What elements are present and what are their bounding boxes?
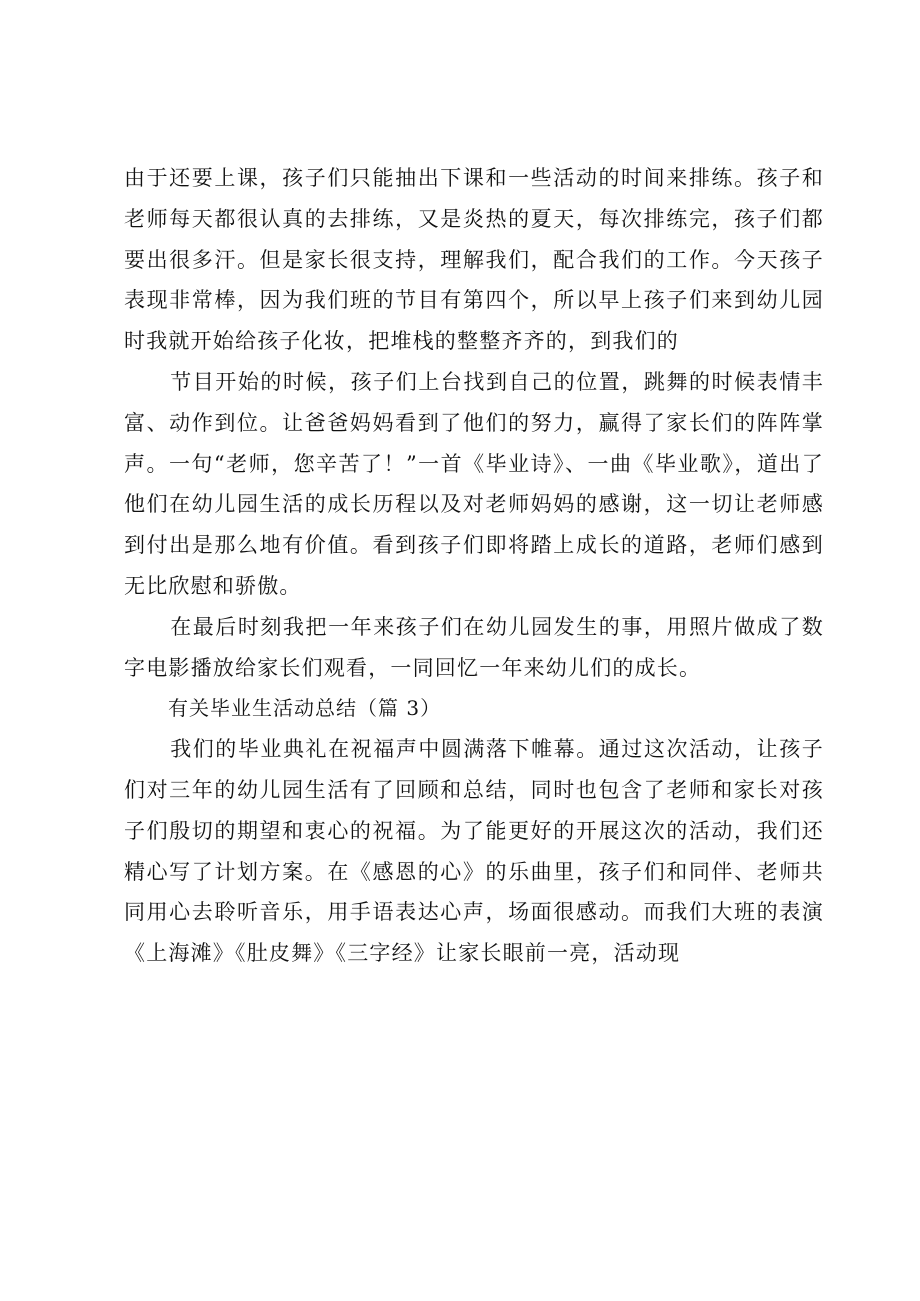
- document-body: [124, 158, 824, 974]
- paragraph-1: 由于还要上课，孩子们只能抽出下课和一些活动的时间来排练。孩子和老师每天都很认真的去排练，又是炎热的夏天，每次排练完，孩子们都要出很多汗。但是家长很支持，理解我们，配合我们的工作。今天孩子表现非常棒，因为我们班的节目有第四个，所以早上孩子们来到幼儿园时我就开始给孩子化妆，把堆栈的整整齐齐的，到我们的: [124, 166, 824, 354]
- section-heading: 有关毕业生活动总结（篇 3）: [168, 696, 442, 721]
- paragraph-4: 我们的毕业典礼在祝福声中圆满落下帷幕。通过这次活动，让孩子们对三年的幼儿园生活有了回顾和总结，同时也包含了老师和家长对孩子们殷切的期望和衷心的祝福。为了能更好的开展这次的活动，我们还精心写了计划方案。在《感恩的心》的乐曲里，孩子们和同伴、老师共同用心去聆听音乐，用手语表达心声，场面很感动。而我们大班的表演《上海滩》《肚皮舞》《三字经》让家长眼前一亮，活动现: [124, 737, 824, 966]
- paragraph-2: 节目开始的时候，孩子们上台找到自己的位置，跳舞的时候表情丰富、动作到位。让爸爸妈妈看到了他们的努力，赢得了家长们的阵阵掌声。一句“老师，您辛苦了！”一首《毕业诗》、一曲《毕业歌》，道出了他们在幼儿园生活的成长历程以及对老师妈妈的感谢，这一切让老师感到付出是那么地有价值。看到孩子们即将踏上成长的道路，老师们感到无比欣慰和骄傲。: [124, 369, 824, 598]
- paragraph-3: 在最后时刻我把一年来孩子们在幼儿园发生的事，用照片做成了数字电影播放给家长们观看，一同回忆一年来幼儿们的成长。: [124, 614, 824, 680]
